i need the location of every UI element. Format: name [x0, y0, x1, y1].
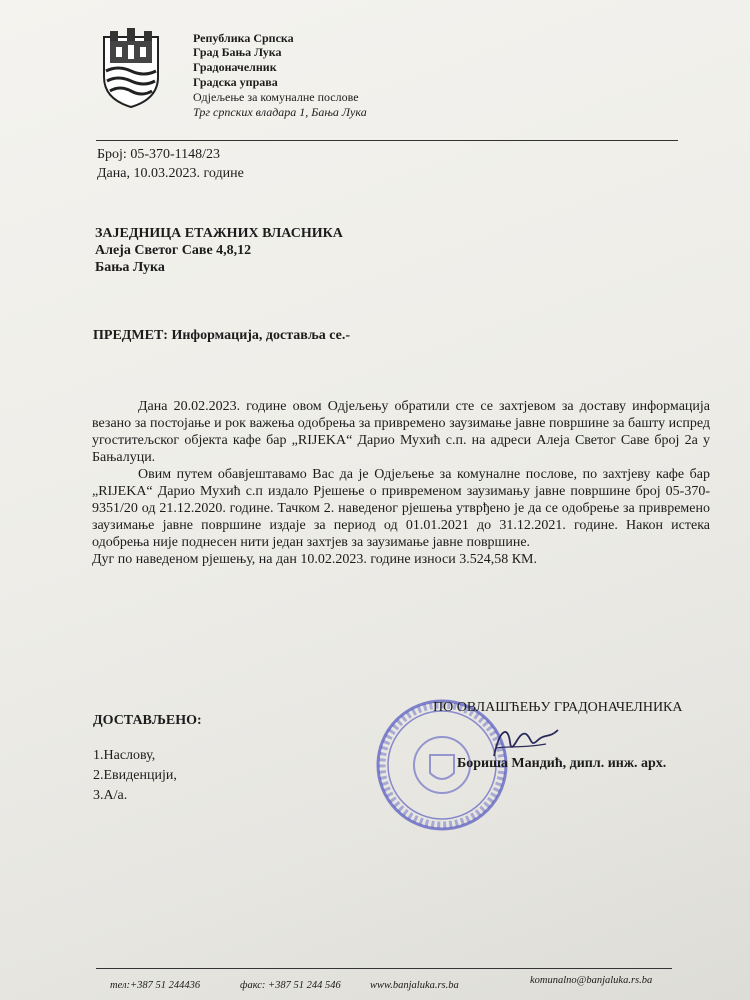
subject-line — [93, 328, 350, 344]
recipient-name: ЗАЈЕДНИЦА ЕТАЖНИХ ВЛАСНИКА — [95, 226, 343, 241]
header-republic: Република Српска — [193, 31, 294, 45]
coat-of-arms-icon — [100, 27, 162, 109]
header-divider — [96, 140, 678, 141]
header-department: Одјељење за комуналне послове — [193, 90, 359, 104]
subject-label: ПРЕДМЕТ: — [93, 328, 168, 343]
footer-website[interactable]: www.banjaluka.rs.ba — [370, 980, 459, 991]
delivered-title: ДОСТАВЉЕНО: — [93, 713, 202, 728]
delivered-item: 3.А/а. — [93, 788, 128, 803]
header-city: Град Бања Лука — [193, 45, 282, 59]
header-mayor: Градоначелник — [193, 60, 277, 74]
signatory-name: Бориша Мандић, дипл. инж. арх. — [457, 756, 667, 771]
letter-body — [92, 398, 710, 568]
header-administration: Градска управа — [193, 75, 278, 89]
body-paragraph-2: Овим путем обавјештавамо Вас да је Одјељење за комуналне послове, по захтјеву кафе бар „RIJEKA“ Дарио Мухић с.п издало Рјешење о привременом заузимању јавне површине број 05-370-9351/20 од 21.12.2020. године. Тачком 2. наведеног рјешења утврђено је да се одобрење за привремено заузимање јавне површине издаје за период од 01.01.2021 до 31.12.2021. године. Након истека одобрења није поднесен нити један захтјев за заузимање јавне површине. — [92, 467, 710, 550]
delivered-item: 1.Наслову, — [93, 748, 156, 763]
body-paragraph-3: Дуг по наведеном рјешењу, на дан 10.02.2023. године износи 3.524,58 КМ. — [92, 552, 537, 567]
signature-authority: ПО ОВЛАШЋЕЊУ ГРАДОНАЧЕЛНИКА — [433, 700, 683, 715]
body-paragraph-1: Дана 20.02.2023. године овом Одјељењу обратили сте се захтјевом за доставу информација везано за постојање и рок важења одобрења за привремено заузимање јавне површине за башту испред угоститељског објекта кафе бар „RIJEKA“ Дарио Мухић с.п. на адреси Алеја Светог Саве број 2а у Бањалуци. — [92, 399, 710, 465]
document-date: Дана, 10.03.2023. године — [97, 166, 244, 181]
footer-phone: тел:+387 51 244436 — [110, 980, 201, 991]
subject-text: Информација, доставља се.- — [171, 328, 351, 343]
header-address: Трг српских владара 1, Бања Лука — [193, 105, 367, 119]
footer-fax: факс: +387 51 244 546 — [240, 980, 341, 991]
footer-divider — [96, 968, 672, 969]
recipient-city: Бања Лука — [95, 260, 165, 275]
reference-number: Број: 05-370-1148/23 — [97, 147, 221, 162]
delivered-item: 2.Евиденцији, — [93, 768, 177, 783]
recipient-street: Алеја Светог Саве 4,8,12 — [95, 243, 252, 258]
footer-email[interactable]: komunalno@banjaluka.rs.ba — [530, 975, 653, 986]
